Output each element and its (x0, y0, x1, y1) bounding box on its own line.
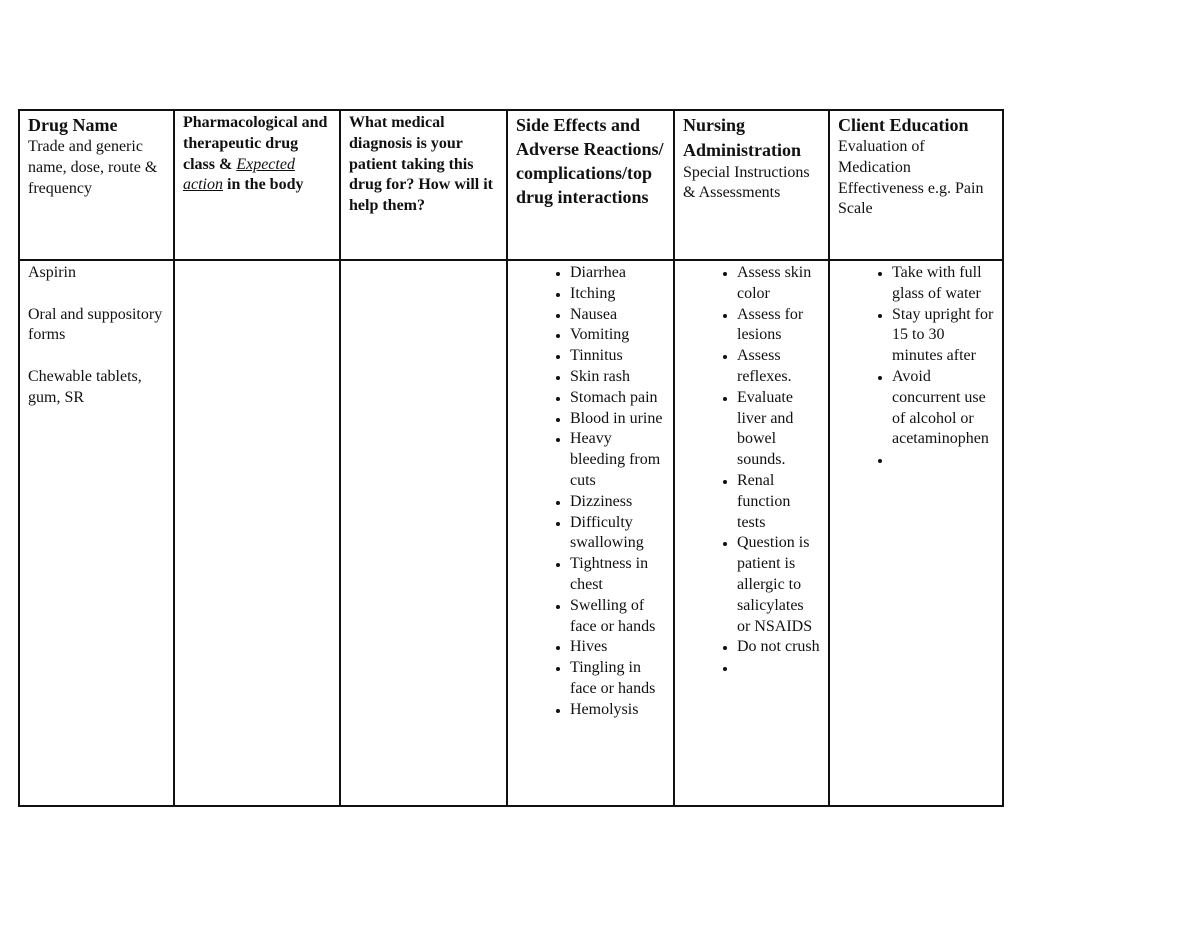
list-item: • Avoid concurrent use of alcohol or acetaminophen (892, 367, 994, 450)
header-nursing-subtitle: Special Instructions & Assessments (683, 163, 810, 202)
drug-forms: Oral and suppository forms (28, 305, 163, 344)
list-item: • Heavy bleeding from cuts (570, 429, 665, 491)
header-side-effects (507, 110, 674, 260)
list-item: • Assess for lesions (737, 305, 820, 347)
list-item: • Blood in urine (570, 409, 665, 430)
list-item: • Tightness in chest (570, 554, 665, 596)
list-item: • Evaluate liver and bowel sounds. (737, 388, 820, 471)
cell-nursing (674, 260, 829, 806)
drug-name: Aspirin (28, 264, 76, 281)
header-nursing (674, 110, 829, 260)
list-item: • Take with full glass of water (892, 263, 994, 305)
cell-diagnosis (340, 260, 507, 806)
nursing-list (683, 263, 820, 679)
header-diagnosis (340, 110, 507, 260)
list-item (737, 658, 820, 679)
list-item: • Stay upright for 15 to 30 minutes after (892, 305, 994, 367)
header-drug-name (19, 110, 174, 260)
list-item: • Swelling of face or hands (570, 596, 665, 638)
header-client-education-title: Client Education (838, 115, 969, 135)
header-side-effects-title: Side Effects and Adverse Reactions/ complications/top drug interactions (516, 115, 664, 207)
header-drug-name-subtitle: Trade and generic name, dose, route & frequency (28, 138, 158, 197)
header-diagnosis-text: What medical diagnosis is your patient taking this drug for? How will it help them? (349, 114, 493, 215)
list-item (892, 450, 994, 471)
header-pharmacology-line2: in the body (227, 176, 304, 194)
header-nursing-title: Nursing Administration (683, 115, 802, 160)
cell-client-education (829, 260, 1003, 806)
cell-side-effects (507, 260, 674, 806)
list-item: • Difficulty swallowing (570, 513, 665, 555)
cell-drug-name (19, 260, 174, 806)
header-client-education (829, 110, 1003, 260)
header-client-education-subtitle: Evaluation of Medication Effectiveness e.g. Pain Scale (838, 138, 984, 218)
drug-row (19, 260, 1003, 806)
list-item: • Nausea (570, 305, 665, 326)
list-item: • Tinnitus (570, 346, 665, 367)
list-item: • Tingling in face or hands (570, 658, 665, 700)
list-item: • Assess skin color (737, 263, 820, 305)
header-pharmacology-expected-action: Expected action (183, 155, 295, 194)
list-item: • Question is patient is allergic to salicylates or NSAIDS (737, 533, 820, 637)
list-item: • Dizziness (570, 492, 665, 513)
header-row (19, 110, 1003, 260)
list-item: • Renal function tests (737, 471, 820, 533)
list-item: • Hives (570, 637, 665, 658)
list-item: • Vomiting (570, 325, 665, 346)
cell-pharm-class (174, 260, 340, 806)
drug-variants: Chewable tablets, gum, SR (28, 367, 142, 406)
header-pharmacology (174, 110, 340, 260)
drug-card-sheet (18, 109, 1002, 807)
list-item: • Stomach pain (570, 388, 665, 409)
drug-card-table (18, 109, 1004, 807)
list-item: • Skin rash (570, 367, 665, 388)
list-item: • Diarrhea (570, 263, 665, 284)
list-item: • Itching (570, 284, 665, 305)
list-item: • Hemolysis (570, 700, 665, 721)
side-effects-list (516, 263, 665, 721)
education-list (838, 263, 994, 471)
list-item: • Do not crush (737, 637, 820, 658)
header-pharmacology-line1: Pharmacological and therapeutic drug class & (183, 114, 328, 173)
list-item: • Assess reflexes. (737, 346, 820, 388)
header-drug-name-title: Drug Name (28, 115, 118, 135)
